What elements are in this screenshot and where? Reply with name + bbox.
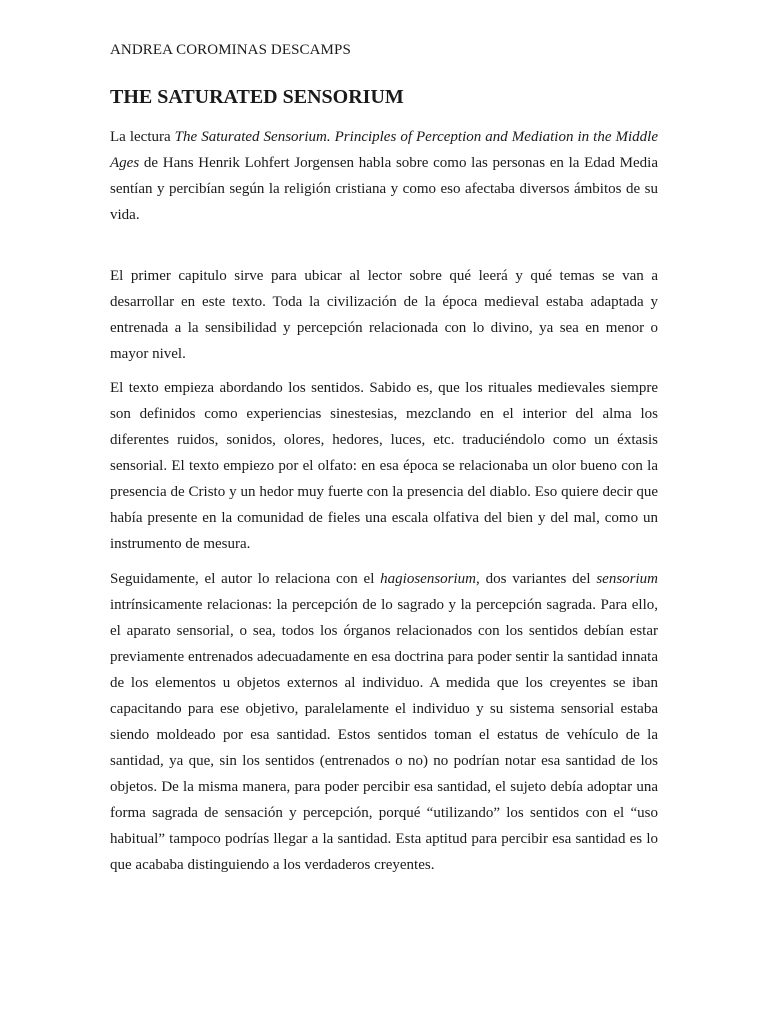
paragraph-first-chapter: El primer capitulo sirve para ubicar al lector sobre qué leerá y qué temas se van a desarrollar en este texto. Toda la civilización de la época medieval estaba adaptada y entrenada a la sensibilidad y percepción relacionada con lo divino, ya sea en menor o mayor nivel.	[110, 268, 658, 362]
paragraph-hagiosensorium-part2: , dos variantes del	[476, 571, 597, 587]
paragraph-intro	[110, 124, 658, 228]
document-body	[110, 124, 658, 887]
document-title: THE SATURATED SENSORIUM	[110, 86, 404, 108]
term-sensorium: sensorium	[596, 571, 658, 587]
paragraph-hagiosensorium	[110, 566, 658, 878]
author-name: ANDREA COROMINAS DESCAMPS	[110, 42, 351, 58]
paragraph-intro-rest: de Hans Henrik Lohfert Jorgensen habla sobre como las personas en la Edad Media sentían y percibían según la religión cristiana y como eso afectaba diversos ámbitos de su vida.	[110, 155, 658, 223]
paragraph-intro-lead: La lectura	[110, 129, 175, 145]
term-hagiosensorium: hagiosensorium	[380, 571, 477, 587]
paragraph-hagiosensorium-part1: Seguidamente, el autor lo relaciona con el	[110, 571, 381, 587]
book-title: The Saturated Sensorium. Principles of Perception and Mediation in the Middle Ages	[110, 129, 659, 171]
paragraph-senses: El texto empieza abordando los sentidos. Sabido es, que los rituales medievales siempre son definidos como experiencias sinestesias, mezclando en el interior del alma los diferentes ruidos, sonidos, olores, hedores, luces, etc. traduciéndolo como un éxtasis sensorial. El texto empiezo por el olfato: en esa época se relacionaba un olor bueno con la presencia de Cristo y un hedor muy fuerte con la presencia del diablo. Eso quiere decir que había presente en la comunidad de fieles una escala olfativa del bien y del mal, como un instrumento de mesura.	[110, 380, 658, 552]
paragraph-hagiosensorium-part3: intrínsicamente relacionas: la percepción de lo sagrado y la percepción sagrada. Para ello, el aparato sensorial, o sea, todos los órganos relacionados con los sentidos debían estar previamente entrenados adecuadamente en esa doctrina para poder sentir la santidad innata de los elementos u objetos externos al individuo. A medida que los creyentes se iban capacitando para ese objetivo, paralelamente el individuo y su sistema sensorial estaba siendo moldeado por esa santidad. Estos sentidos toman el estatus de vehículo de la santidad, ya que, sin los sentidos (entrenados o no) no podrían notar esa santidad de los objetos. De la misma manera, para poder percibir esa santidad, el sujeto debía adoptar una forma sagrada de sensación y percepción, porqué “utilizando” los sentidos con el “uso habitual” tampoco podrías llegar a la santidad. Esta aptitud para percibir esa santidad es lo que acababa distinguiendo a los verdaderos creyentes.	[110, 597, 658, 873]
